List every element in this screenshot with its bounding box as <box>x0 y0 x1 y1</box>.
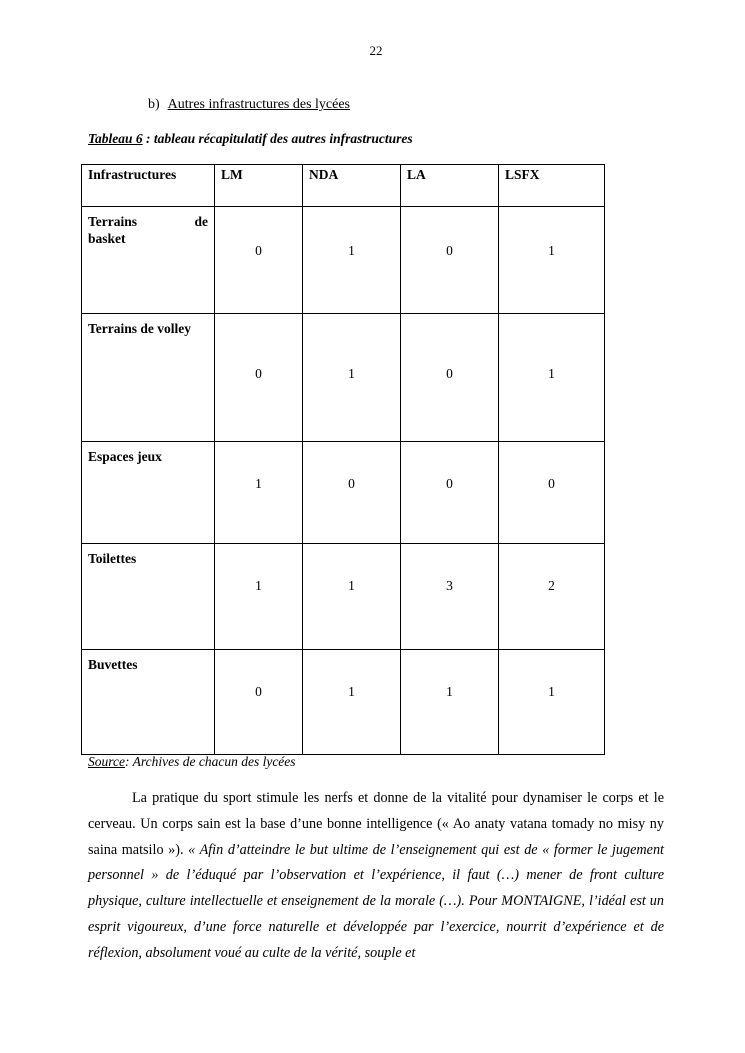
section-heading <box>148 97 350 113</box>
table-caption-number: Tableau 6 <box>88 131 143 146</box>
source-text: : Archives de chacun des lycées <box>125 754 296 769</box>
row-label-word: de <box>194 214 208 229</box>
table-cell: 1 <box>499 207 605 314</box>
paragraph-quote-text: « Afin d’atteindre le but ultime de l’enseignement qui est de « former le jugement personnel » de l’éduqué par l’observation et l’expérience, il faut (…) mener de front culture physique, culture intellectuelle et enseignement de la morale (…). Pour MONTAIGNE, l’idéal est un esprit vigoureux, d’une force naturelle et développée par l’exercice, nourrit d’expérience et de réflexion, absolument voué au culte de la vérité, souple et <box>88 841 664 961</box>
infrastructure-table <box>81 164 605 755</box>
table-cell: 1 <box>401 650 499 755</box>
table-row <box>82 314 605 442</box>
table-cell: 0 <box>215 207 303 314</box>
table-cell: 1 <box>215 544 303 650</box>
body-paragraph <box>88 786 664 967</box>
table-cell: 0 <box>215 314 303 442</box>
row-label-word: Terrains <box>88 214 138 229</box>
table-cell: 0 <box>499 442 605 544</box>
table-cell: 0 <box>215 650 303 755</box>
table-row <box>82 544 605 650</box>
row-label-word: basket <box>88 231 126 246</box>
table-caption <box>88 131 413 147</box>
section-label: b) <box>148 97 160 112</box>
header-lm: LM <box>215 165 303 207</box>
row-label-terrains-basket <box>82 207 215 314</box>
row-label-toilettes: Toilettes <box>82 544 215 650</box>
header-lsfx: LSFX <box>499 165 605 207</box>
table-caption-text: : tableau récapitulatif des autres infrastructures <box>142 131 413 146</box>
table-cell: 1 <box>303 650 401 755</box>
header-infrastructures: Infrastructures <box>82 165 215 207</box>
table-row <box>82 650 605 755</box>
row-label-espaces-jeux: Espaces jeux <box>82 442 215 544</box>
table-row <box>82 442 605 544</box>
row-label-buvettes: Buvettes <box>82 650 215 755</box>
table-cell: 0 <box>303 442 401 544</box>
table-cell: 0 <box>401 442 499 544</box>
page-number: 22 <box>369 43 383 58</box>
paragraph-plain-text: La pratique du sport stimule les nerfs et donne de la vitalité pour dynamiser le corps et le cerveau. Un corps sain est la base d’une bonne intelligence (« Ao anaty vatana tomady no misy ny saina matsilo »). <box>88 790 664 858</box>
table-row <box>82 207 605 314</box>
table-cell: 0 <box>401 314 499 442</box>
table-cell: 1 <box>303 314 401 442</box>
table-cell: 3 <box>401 544 499 650</box>
table-cell: 1 <box>499 314 605 442</box>
row-label-terrains-volley: Terrains de volley <box>82 314 215 442</box>
table-cell: 1 <box>499 650 605 755</box>
table-cell: 1 <box>303 544 401 650</box>
table-header-row <box>82 165 605 207</box>
section-title: Autres infrastructures des lycées <box>167 97 350 112</box>
header-la: LA <box>401 165 499 207</box>
table-cell: 0 <box>401 207 499 314</box>
header-nda: NDA <box>303 165 401 207</box>
table-source <box>88 754 296 770</box>
table-cell: 1 <box>303 207 401 314</box>
source-label: Source <box>88 754 125 769</box>
table-cell: 1 <box>215 442 303 544</box>
table-cell: 2 <box>499 544 605 650</box>
